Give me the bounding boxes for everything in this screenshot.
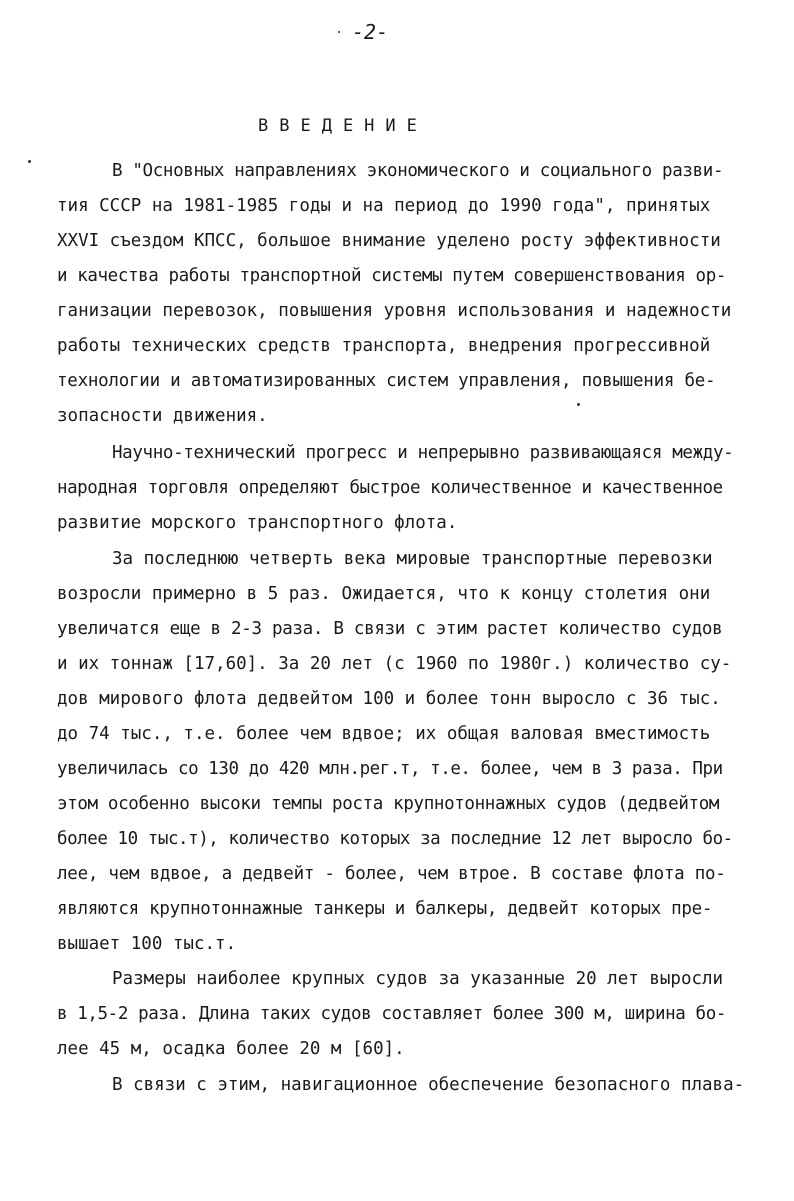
text-line: этом особенно высоки темпы роста крупнотоннажных судов (дедвейтом — [57, 794, 720, 814]
text-line: Размеры наиболее крупных судов за указанные 20 лет выросли — [112, 969, 724, 989]
text-line: технологии и автоматизированных систем управления, повышения бе- — [57, 371, 716, 391]
text-line: ганизации перевозок, повышения уровня использования и надежности — [57, 301, 732, 321]
text-line: и качества работы транспортной системы путем совершенствования ор- — [57, 266, 726, 286]
text-line: вышает 100 тыс.т. — [57, 934, 237, 954]
text-line: лее 45 м, осадка более 20 м [60]. — [57, 1039, 405, 1059]
text-line: увеличатся еще в 2-3 раза. В связи с этим растет количество судов — [57, 619, 723, 639]
text-line: развитие морского транспортного флота. — [57, 513, 458, 533]
text-line: дов мирового флота дедвейтом 100 и более тонн выросло с 36 тыс. — [57, 689, 721, 709]
text-line: тия СССР на 1981-1985 годы и на период до 1990 года", принятых — [57, 196, 711, 216]
text-line: лее, чем вдвое, а дедвейт - более, чем втрое. В составе флота по- — [57, 864, 726, 884]
text-line: до 74 тыс., т.е. более чем вдвое; их общая валовая вместимость — [57, 724, 711, 744]
text-line: возросли примерно в 5 раз. Ожидается, что к концу столетия они — [57, 584, 711, 604]
text-line: более 10 тыс.т), количество которых за последние 12 лет выросло бо- — [57, 829, 733, 849]
page-number: -2- — [352, 20, 389, 44]
text-line: зопасности движения. — [57, 406, 268, 426]
scan-speck — [28, 160, 31, 163]
section-heading: ВВЕДЕНИЕ — [258, 116, 428, 136]
scan-speck — [577, 403, 580, 406]
text-line: За последнюю четверть века мировые транспортные перевозки — [112, 549, 713, 569]
text-line: В связи с этим, навигационное обеспечение безопасного плава- — [112, 1075, 745, 1095]
text-line: и их тоннаж [17,60]. За 20 лет (с 1960 по 1980г.) количество су- — [57, 654, 732, 674]
text-line: XXVI съездом КПСС, большое внимание уделено росту эффективности — [57, 231, 721, 251]
text-line: в 1,5-2 раза. Длина таких судов составляет более 300 м, ширина бо- — [57, 1004, 726, 1024]
scan-speck — [338, 31, 340, 33]
text-line: являются крупнотоннажные танкеры и балкеры, дедвейт которых пре- — [57, 899, 713, 919]
text-line: народная торговля определяют быстрое количественное и качественное — [57, 478, 723, 498]
text-line: В "Основных направлениях экономического и социального разви- — [112, 161, 724, 181]
text-line: увеличилась со 130 до 420 млн.рег.т, т.е. более, чем в 3 раза. При — [57, 759, 723, 779]
text-line: Научно-технический прогресс и непрерывно развивающаяся между- — [112, 443, 734, 463]
text-line: работы технических средств транспорта, внедрения прогрессивной — [57, 336, 711, 356]
